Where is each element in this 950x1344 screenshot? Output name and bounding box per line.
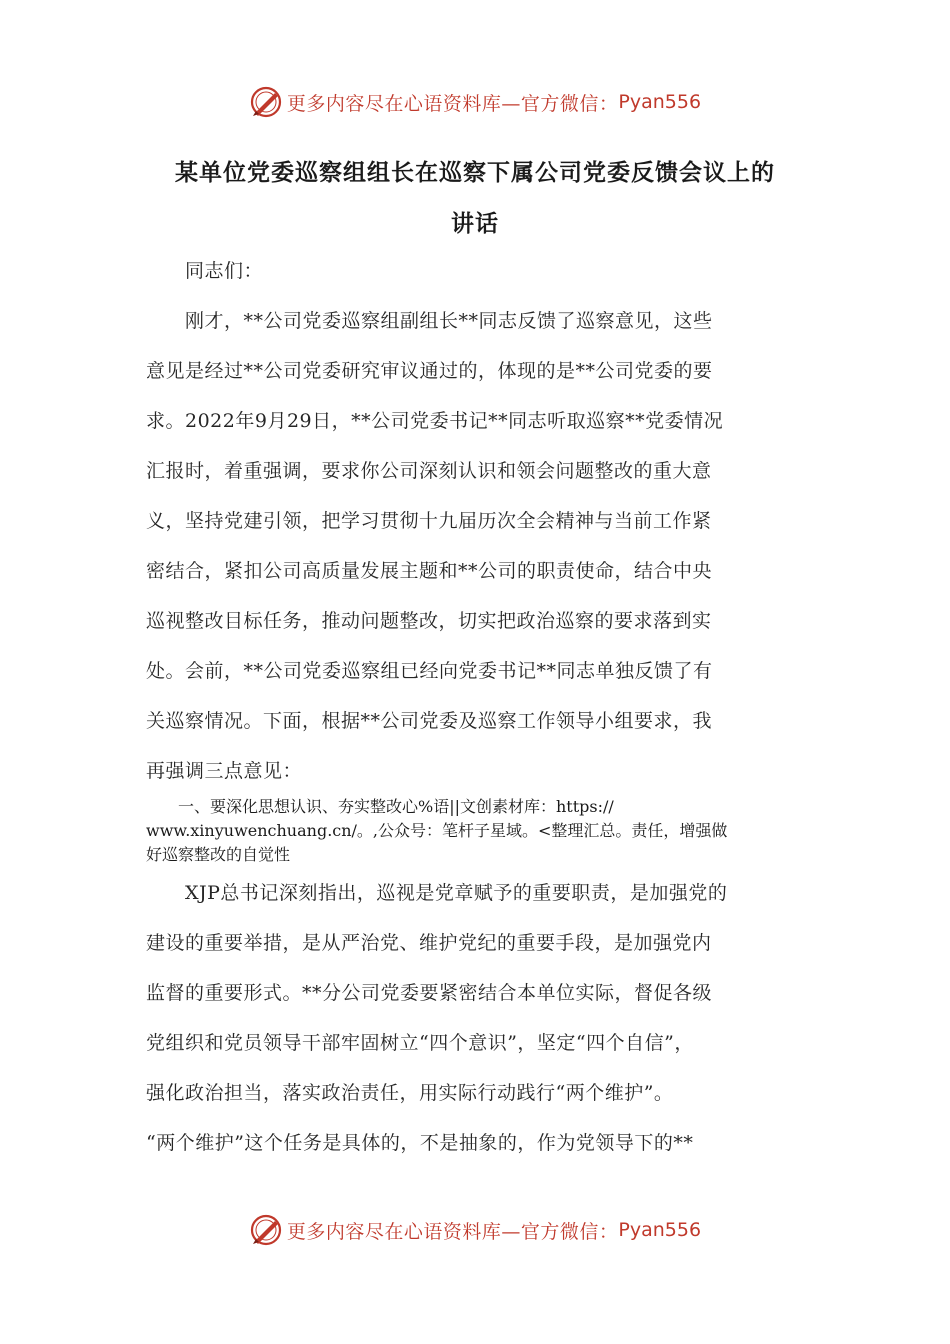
text-line: 建设的重要举措，是从严治党、维护党纪的重要手段，是加强党内 xyxy=(146,932,712,954)
text-line: 监督的重要形式。**分公司党委要紧密结合本单位实际，督促各级 xyxy=(146,982,713,1004)
watermark-text: 更多内容尽在心语资料库—官方微信： xyxy=(286,92,619,115)
heading-line: www.xinyuwenchuang.cn/。,公众号：笔杆子星域。<整理汇总。责任，增强做 xyxy=(146,821,728,840)
text-line: “两个维护”这个任务是具体的，不是抽象的，作为党领导下的** xyxy=(146,1132,694,1154)
pen-logo-icon xyxy=(249,1213,283,1247)
document-title-line-1: 某单位党委巡察组组长在巡察下属公司党委反馈会议上的 xyxy=(175,160,775,186)
watermark-banner-bottom xyxy=(0,1208,950,1252)
text-line: 关巡察情况。下面，根据**公司党委及巡察工作领导小组要求，我 xyxy=(146,710,713,732)
text-line: 再强调三点意见： xyxy=(146,760,303,782)
pen-logo-icon xyxy=(249,85,283,119)
heading-line: 一、要深化思想认识、夯实整改心%语||文创素材库：https:// xyxy=(146,797,614,816)
text-line: 党组织和党员领导干部牢固树立“四个意识”，坚定“四个自信”， xyxy=(146,1032,694,1054)
heading-line: 好巡察整改的自觉性 xyxy=(146,845,291,864)
text-line: 汇报时，着重强调，要求你公司深刻认识和领会问题整改的重大意 xyxy=(146,460,712,482)
watermark-wechat-id: Pyan556 xyxy=(618,1219,702,1241)
text-line: 求。2022年9月29日，**公司党委书记**同志听取巡察**党委情况 xyxy=(146,410,724,432)
text-line: 处。会前，**公司党委巡察组已经向党委书记**同志单独反馈了有 xyxy=(146,660,713,682)
text-line: 刚才，**公司党委巡察组副组长**同志反馈了巡察意见，这些 xyxy=(146,310,713,332)
text-line: 意见是经过**公司党委研究审议通过的，体现的是**公司党委的要 xyxy=(146,360,713,382)
text-line: 强化政治担当，落实政治责任，用实际行动践行“两个维护”。 xyxy=(146,1082,674,1104)
text-line: 密结合，紧扣公司高质量发展主题和**公司的职责使命，结合中央 xyxy=(146,560,713,582)
text-line: 同志们： xyxy=(146,260,264,282)
text-line: 巡视整改目标任务，推动问题整改，切实把政治巡察的要求落到实 xyxy=(146,610,712,632)
watermark-banner-top xyxy=(0,80,950,124)
watermark-text: 更多内容尽在心语资料库—官方微信： xyxy=(286,1220,619,1243)
watermark-wechat-id: Pyan556 xyxy=(618,91,702,113)
document-title-line-2: 讲话 xyxy=(451,211,499,237)
text-line: 义，坚持党建引领，把学习贯彻十九届历次全会精神与当前工作紧 xyxy=(146,510,712,532)
text-line: XJP总书记深刻指出，巡视是党章赋予的重要职责，是加强党的 xyxy=(146,882,728,904)
